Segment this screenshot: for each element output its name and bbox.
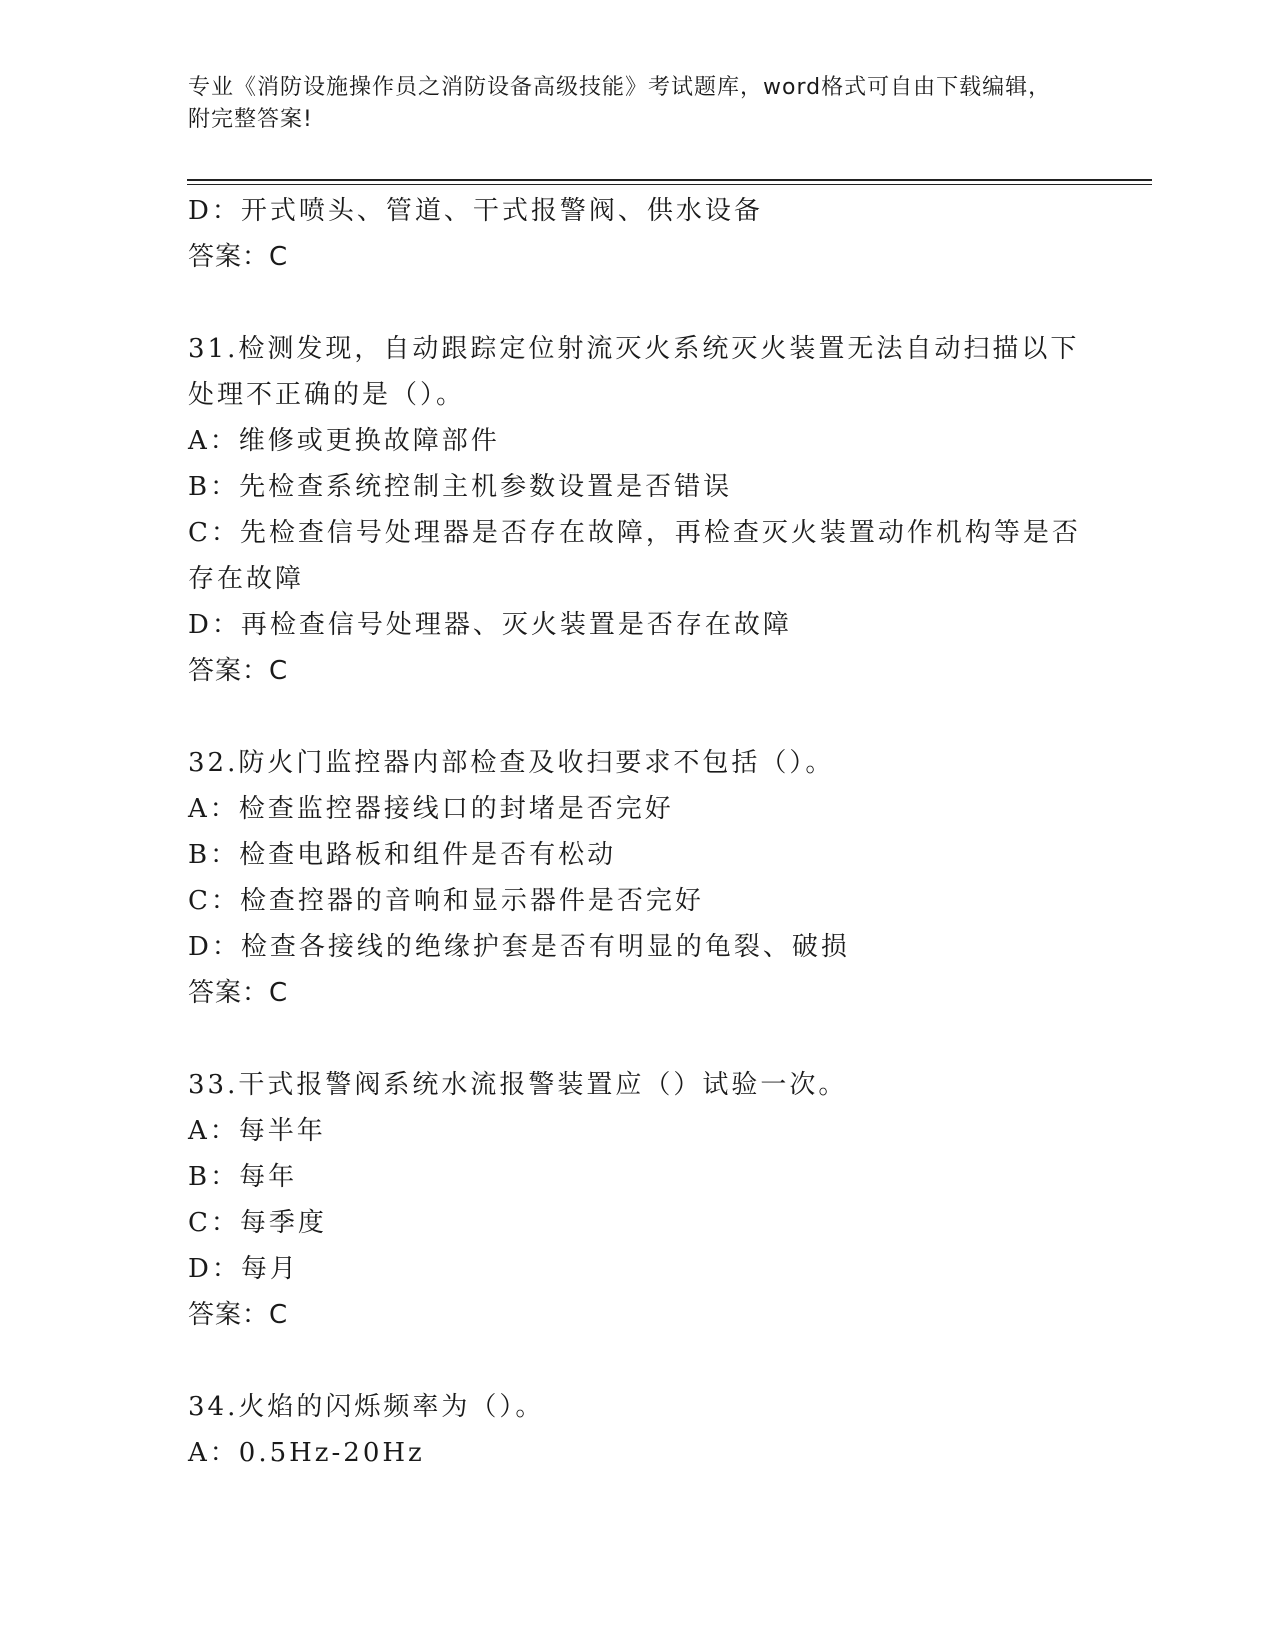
question-block (188, 740, 1088, 1016)
option-line: A：检查监控器接线口的封堵是否完好 (188, 794, 674, 824)
question-block (188, 188, 1088, 280)
answer-line: 答案：C (188, 978, 289, 1008)
answer-line: 答案：C (188, 1300, 289, 1330)
question-text: 33.干式报警阀系统水流报警装置应（）试验一次。 (188, 1070, 848, 1100)
spacer (188, 1016, 1088, 1062)
page-header: 专业《消防设施操作员之消防设备高级技能》考试题库，word格式可自由下载编辑，附完整答案! (188, 75, 1052, 132)
option-line: C：先检查信号处理器是否存在故障，再检查灭火装置动作机构等是否存在故障 (188, 518, 1081, 594)
spacer (188, 280, 1088, 326)
option-line: B：每年 (188, 1162, 298, 1192)
spacer (188, 1338, 1088, 1384)
question-block (188, 1062, 1088, 1338)
question-text: 31.检测发现，自动跟踪定位射流灭火系统灭火装置无法自动扫描以下处理不正确的是（）。 (188, 334, 1080, 410)
answer-line: 答案：C (188, 656, 289, 686)
option-line: C：检查控器的音响和显示器件是否完好 (188, 886, 704, 916)
option-line: A：0.5Hz-20Hz (188, 1438, 425, 1468)
answer-line: 答案：C (188, 242, 289, 272)
option-line: D：开式喷头、管道、干式报警阀、供水设备 (188, 196, 763, 226)
option-line: A：维修或更换故障部件 (188, 426, 500, 456)
question-block (188, 326, 1088, 694)
question-text: 32.防火门监控器内部检查及收扫要求不包括（）。 (188, 748, 835, 778)
option-line: D：检查各接线的绝缘护套是否有明显的龟裂、破损 (188, 932, 850, 962)
option-line: B：检查电路板和组件是否有松动 (188, 840, 617, 870)
question-content (188, 188, 1088, 1476)
header-rule-thin (187, 184, 1152, 185)
header-rule-thick (187, 179, 1152, 181)
question-text: 34.火焰的闪烁频率为（）。 (188, 1392, 545, 1422)
spacer (188, 694, 1088, 740)
option-line: B：先检查系统控制主机参数设置是否错误 (188, 472, 733, 502)
option-line: D：每月 (188, 1254, 299, 1284)
option-line: D：再检查信号处理器、灭火装置是否存在故障 (188, 610, 792, 640)
question-block (188, 1384, 1088, 1476)
option-line: C：每季度 (188, 1208, 327, 1238)
option-line: A：每半年 (188, 1116, 326, 1146)
